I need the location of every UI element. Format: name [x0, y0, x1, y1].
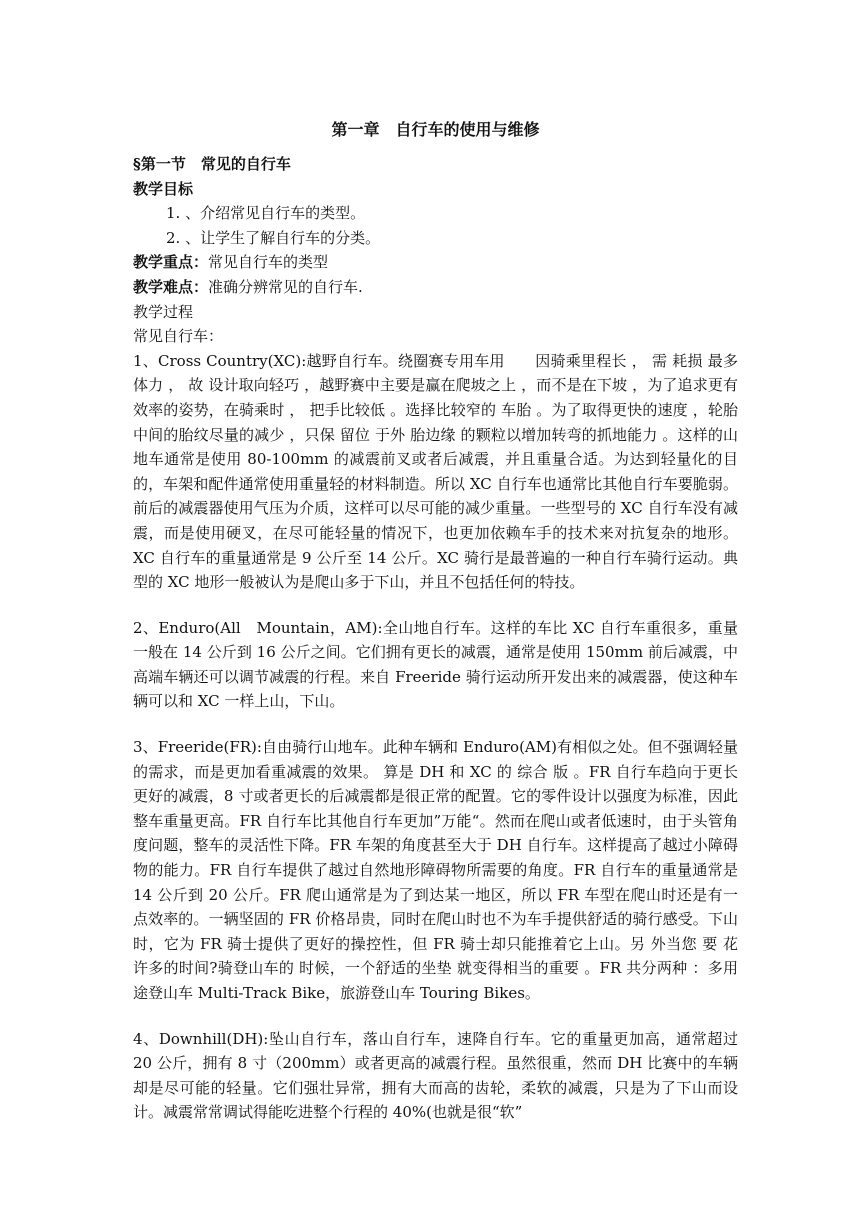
document-content	[133, 116, 738, 1125]
objective-item: 1. 、介绍常见自行车的类型。	[166, 204, 366, 223]
difficulty-line	[133, 275, 738, 300]
section-heading: §第一节 常见的自行车	[133, 155, 291, 173]
paragraph-freeride: 3、Freeride(FR):自由骑行山地车。此种车辆和 Enduro(AM)有相似之处。但不强调轻量的需求，而是更加看重减震的效果。 算是 DH 和 XC 的 综合 版 。FR 自行车趋向于更长更好的减震，8 寸或者更长的后减震都是很正常的配置。它的零件设计以强度为标准，因此整车重量更高。FR 自行车比其他自行车更加”万能“。然而在爬山或者低速时，由于头管角度问题，整车的灵活性下降。FR 车架的角度甚至大于 DH 自行车。这样提高了越过小障碍物的能力。FR 自行车提供了越过自然地形障碍物所需要的角度。FR 自行车的重量通常是 14 公斤到 20 公斤。FR 爬山通常是为了到达某一地区，所以 FR 车型在爬山时还是有一点效率的。一辆坚固的 FR 价格昂贵，同时在爬山时也不为车手提供舒适的骑行感受。下山时，它为 FR 骑士提供了更好的操控性，但 FR 骑士却只能推着它上山。另 外当您 要 花 许多的时间?骑登山车的 时候，一个舒适的坐垫 就变得相当的重要 。FR 共分两种 ：多用途登山车 Multi-Track Bike，旅游登山车 Touring Bikes。	[133, 738, 738, 1002]
objective-item: 2. 、让学生了解自行车的分类。	[166, 228, 381, 247]
key-point-line	[133, 250, 738, 275]
chapter-title: 第一章 自行车的使用与维修	[331, 120, 540, 139]
key-point-text: 常见自行车的类型	[208, 253, 329, 272]
difficulty-label: 教学难点：	[133, 277, 209, 296]
difficulty-text: 准确分辨常见的自行车.	[208, 277, 363, 296]
intro-line: 常见自行车：	[133, 327, 224, 346]
paragraph-downhill: 4、Downhill(DH):坠山自行车，落山自行车，速降自行车。它的重量更加高，通常超过 20 公斤，拥有 8 寸（200mm）或者更高的减震行程。虽然很重，然而 DH 比赛中的车辆却是尽可能的轻量。它们强壮异常，拥有大而高的齿轮，柔软的减震，只是为了下山而设计。减震常常调试得能吃进整个行程的 40%(也就是很“软”	[133, 1029, 738, 1122]
objectives-heading: 教学目标	[133, 179, 194, 198]
paragraph-gap	[133, 595, 738, 616]
paragraph-gap	[133, 714, 738, 735]
process-heading: 教学过程	[133, 302, 194, 321]
paragraph-xc: 1、Cross Country(XC):越野自行车。绕圈赛专用车用 因骑乘里程长 ， 需 耗损 最多体力 ， 故 设计取向轻巧 ，越野赛中主要是赢在爬坡之上 ，而不是在下坡 ，为了追求更有效率的姿势，在骑乘时 ， 把手比较低 。选择比较窄的 车胎 。为了取得更快的速度 ，轮胎中间的胎纹尽量的减少 ，只保 留位 于外 胎边缘 的颗粒以增加转弯的抓地能力 。这样的山地车通常是使用 80-100mm 的减震前叉或者后减震，并且重量合适。为达到轻量化的目的，车架和配件通常使用重量轻的材料制造。所以 XC 自行车也通常比其他自行车要脆弱。前后的减震器使用气压为介质，这样可以尽可能的减少重量。一些型号的 XC 自行车没有减震，而是使用硬叉，在尽可能轻量的情况下，也更加依赖车手的技术来对抗复杂的地形。XC 自行车的重量通常是 9 公斤至 14 公斤。XC 骑行是最普遍的一种自行车骑行运动。典型的 XC 地形一般被认为是爬山多于下山，并且不包括任何的特技。	[133, 351, 738, 592]
key-point-label: 教学重点：	[133, 253, 209, 272]
paragraph-enduro: 2、Enduro(All Mountain，AM):全山地自行车。这样的车比 XC 自行车重很多，重量一般在 14 公斤到 16 公斤之间。它们拥有更长的减震，通常是使用 150mm 前后减震，中高端车辆还可以调节减震的行程。来自 Freeride 骑行运动所开发出来的减震器，使这种车辆可以和 XC 一样上山，下山。	[133, 618, 738, 711]
paragraph-gap	[133, 1006, 738, 1027]
